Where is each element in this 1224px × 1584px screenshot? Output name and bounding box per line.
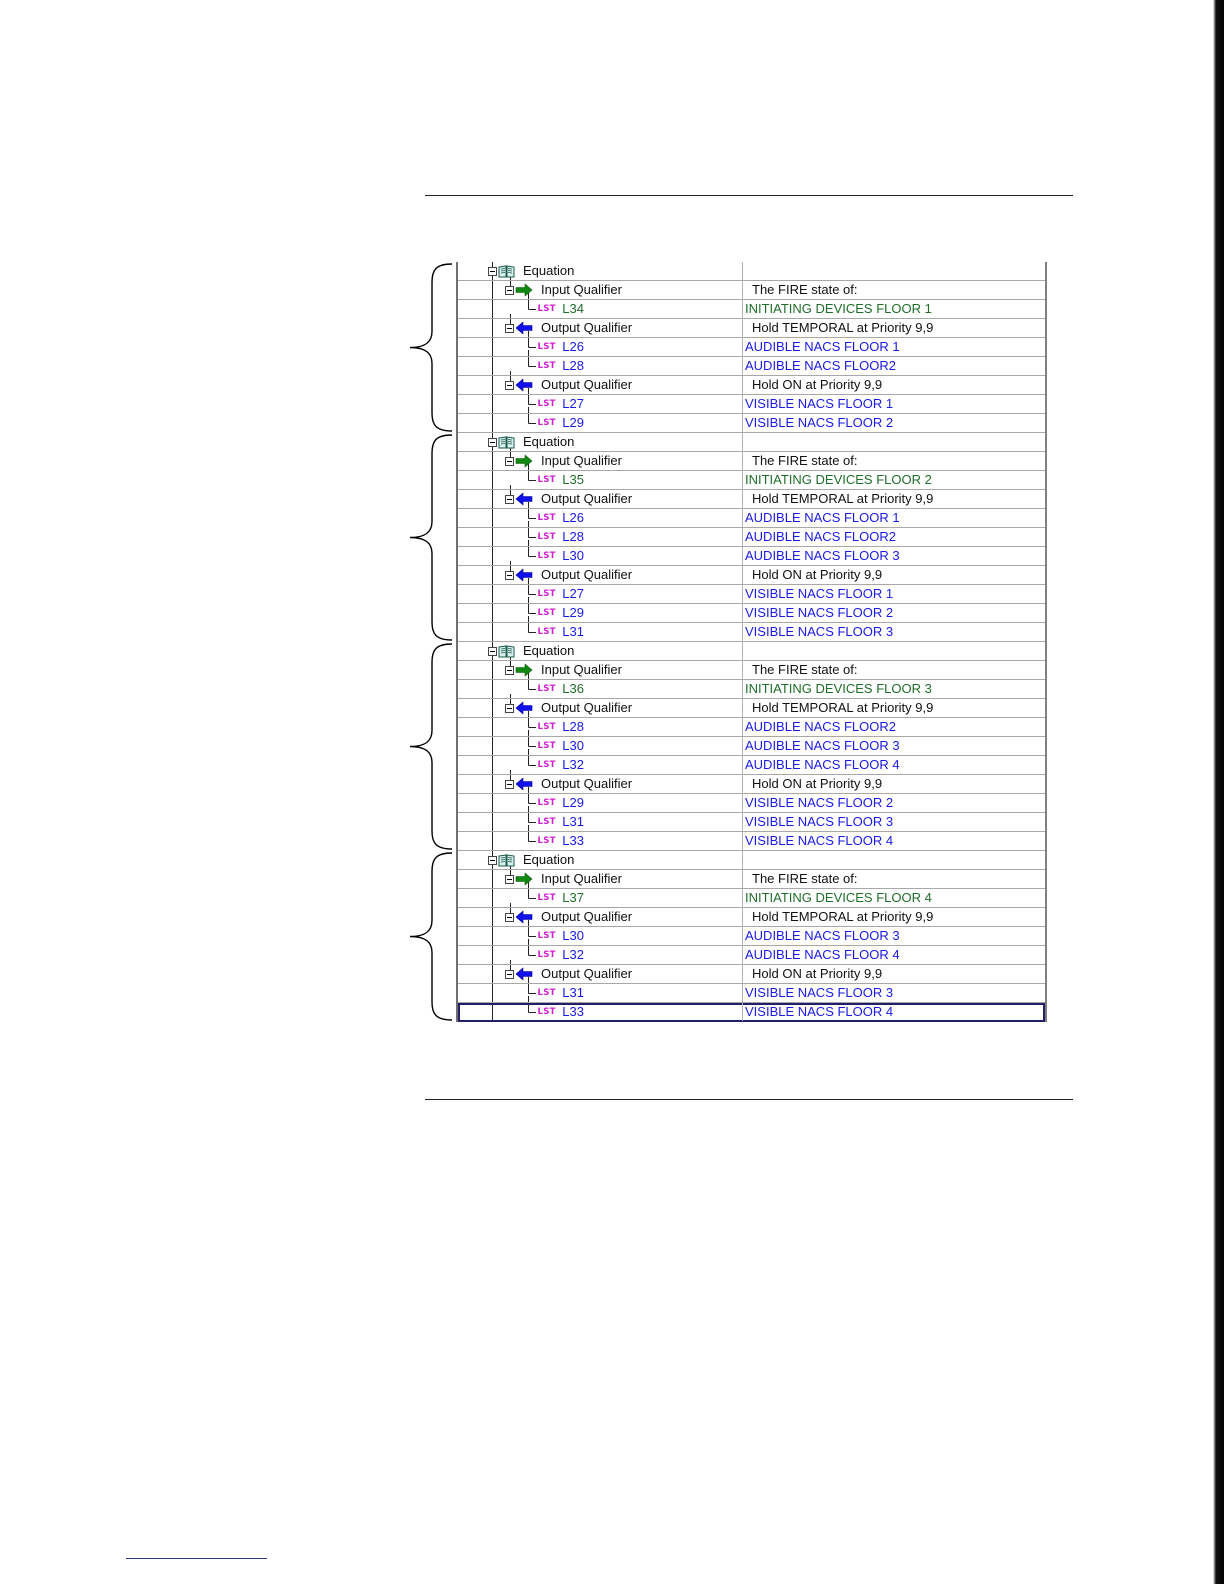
collapse-toggle-icon[interactable]: [505, 571, 514, 580]
lst-icon: LST: [537, 836, 556, 846]
column-divider: [742, 908, 743, 926]
column-divider: [742, 870, 743, 888]
lst-icon: LST: [537, 741, 556, 751]
column-divider: [742, 566, 743, 584]
name-cell: [537, 946, 584, 964]
book-icon: [498, 644, 515, 658]
collapse-toggle-icon[interactable]: [505, 286, 514, 295]
name-cell: [505, 452, 622, 470]
name-cell: [505, 281, 622, 299]
tree-row-input-qualifier[interactable]: [458, 661, 1045, 680]
blue-left-arrow-icon: [515, 492, 533, 506]
description-cell: AUDIBLE NACS FLOOR 1: [745, 339, 900, 354]
description-cell: AUDIBLE NACS FLOOR 1: [745, 510, 900, 525]
lst-icon: LST: [537, 893, 556, 903]
name-cell: [505, 376, 632, 394]
green-right-arrow-icon: [515, 663, 533, 677]
lst-icon: LST: [537, 399, 556, 409]
description-cell: AUDIBLE NACS FLOOR2: [745, 529, 896, 544]
name-cell: [537, 357, 584, 375]
column-divider: [742, 528, 743, 546]
tree-row-equation[interactable]: [458, 642, 1045, 661]
tree-row-list-item[interactable]: [458, 794, 1045, 813]
description-cell: AUDIBLE NACS FLOOR2: [745, 719, 896, 734]
item-label: Output Qualifier: [541, 567, 633, 582]
lst-icon: LST: [537, 608, 556, 618]
description-cell: The FIRE state of:: [752, 282, 858, 297]
lst-icon: LST: [537, 475, 556, 485]
item-label: L31: [562, 985, 584, 1000]
description-cell: VISIBLE NACS FLOOR 2: [745, 795, 894, 810]
column-divider: [742, 338, 743, 356]
lst-icon: LST: [537, 760, 556, 770]
item-label: Equation: [523, 852, 575, 867]
column-divider: [742, 794, 743, 812]
description-cell: VISIBLE NACS FLOOR 4: [745, 833, 894, 848]
lst-icon: LST: [537, 418, 556, 428]
column-divider: [742, 813, 743, 831]
name-cell: [537, 718, 584, 736]
item-label: L28: [562, 529, 584, 544]
column-divider: [742, 756, 743, 774]
column-divider: [742, 490, 743, 508]
description-cell: Hold TEMPORAL at Priority 9,9: [752, 700, 934, 715]
tree-row-input-qualifier[interactable]: [458, 870, 1045, 889]
tree-row-list-item[interactable]: [458, 300, 1045, 319]
name-cell: [488, 433, 574, 451]
lst-icon: LST: [537, 627, 556, 637]
tree-row-input-qualifier[interactable]: [458, 281, 1045, 300]
item-label: L31: [562, 624, 584, 639]
equation-brace: [410, 264, 452, 431]
column-divider: [742, 433, 743, 451]
item-label: Output Qualifier: [541, 377, 633, 392]
description-cell: Hold ON at Priority 9,9: [752, 966, 883, 981]
description-cell: Hold ON at Priority 9,9: [752, 567, 883, 582]
tree-row-list-item[interactable]: [458, 756, 1045, 775]
tree-row-list-item[interactable]: [458, 946, 1045, 965]
column-divider: [742, 699, 743, 717]
name-cell: [505, 775, 632, 793]
tree-row-output-qualifier[interactable]: [458, 566, 1045, 585]
column-divider: [742, 585, 743, 603]
item-label: L36: [562, 681, 584, 696]
name-cell: [505, 699, 632, 717]
lst-icon: LST: [537, 722, 556, 732]
item-label: L34: [562, 301, 584, 316]
column-divider: [742, 547, 743, 565]
column-divider: [742, 623, 743, 641]
tree-row-list-item[interactable]: [458, 604, 1045, 623]
description-cell: The FIRE state of:: [752, 871, 858, 886]
collapse-toggle-icon[interactable]: [488, 267, 497, 276]
lst-icon: LST: [537, 361, 556, 371]
column-divider: [742, 984, 743, 1002]
green-right-arrow-icon: [515, 454, 533, 468]
name-cell: [505, 566, 632, 584]
item-label: L30: [562, 738, 584, 753]
item-label: Input Qualifier: [541, 662, 622, 677]
item-label: L28: [562, 719, 584, 734]
name-cell: [505, 908, 632, 926]
tree-row-output-qualifier[interactable]: [458, 965, 1045, 984]
name-cell: [537, 927, 584, 945]
tree-row-list-item[interactable]: [458, 547, 1045, 566]
collapse-toggle-icon[interactable]: [505, 457, 514, 466]
lst-icon: LST: [537, 532, 556, 542]
column-divider: [742, 1003, 743, 1021]
description-cell: AUDIBLE NACS FLOOR2: [745, 358, 896, 373]
column-divider: [742, 414, 743, 432]
column-divider: [742, 395, 743, 413]
column-divider: [742, 642, 743, 660]
column-divider: [742, 927, 743, 945]
lst-icon: LST: [537, 1007, 556, 1017]
item-label: L31: [562, 814, 584, 829]
column-divider: [742, 509, 743, 527]
item-label: Output Qualifier: [541, 491, 633, 506]
green-right-arrow-icon: [515, 872, 533, 886]
footnote-rule: [126, 1558, 267, 1559]
collapse-toggle-icon[interactable]: [505, 704, 514, 713]
blue-left-arrow-icon: [515, 967, 533, 981]
name-cell: [537, 604, 584, 622]
item-label: L29: [562, 415, 584, 430]
item-label: Output Qualifier: [541, 909, 633, 924]
green-right-arrow-icon: [515, 283, 533, 297]
item-label: Output Qualifier: [541, 966, 633, 981]
bottom-rule: [425, 1099, 1073, 1100]
name-cell: [537, 680, 584, 698]
description-cell: Hold ON at Priority 9,9: [752, 776, 883, 791]
name-cell: [488, 262, 574, 280]
name-cell: [537, 528, 584, 546]
description-cell: VISIBLE NACS FLOOR 3: [745, 624, 894, 639]
lst-icon: LST: [537, 931, 556, 941]
item-label: Equation: [523, 263, 575, 278]
collapse-toggle-icon[interactable]: [505, 666, 514, 675]
tree-row-list-item[interactable]: [458, 414, 1045, 433]
description-cell: VISIBLE NACS FLOOR 4: [745, 1004, 894, 1019]
name-cell: [537, 414, 584, 432]
column-divider: [742, 737, 743, 755]
page-edge-shadow: [1213, 0, 1224, 1584]
name-cell: [537, 756, 584, 774]
description-cell: AUDIBLE NACS FLOOR 3: [745, 738, 900, 753]
column-divider: [742, 775, 743, 793]
tree-row-list-item[interactable]: [458, 832, 1045, 851]
name-cell: [537, 300, 584, 318]
column-divider: [742, 718, 743, 736]
tree-row-output-qualifier[interactable]: [458, 775, 1045, 794]
item-label: L26: [562, 339, 584, 354]
equation-brace: [410, 435, 452, 640]
item-label: L37: [562, 890, 584, 905]
name-cell: [488, 851, 574, 869]
collapse-toggle-icon[interactable]: [505, 970, 514, 979]
blue-left-arrow-icon: [515, 321, 533, 335]
name-cell: [537, 889, 584, 907]
tree-row-list-item[interactable]: [458, 528, 1045, 547]
name-cell: [537, 984, 584, 1002]
lst-icon: LST: [537, 798, 556, 808]
tree-row-list-item[interactable]: [458, 1003, 1045, 1022]
tree-row-list-item[interactable]: [458, 357, 1045, 376]
item-label: L32: [562, 757, 584, 772]
description-cell: INITIATING DEVICES FLOOR 4: [745, 890, 932, 905]
description-cell: Hold TEMPORAL at Priority 9,9: [752, 320, 934, 335]
collapse-toggle-icon[interactable]: [505, 381, 514, 390]
column-divider: [742, 604, 743, 622]
blue-left-arrow-icon: [515, 378, 533, 392]
name-cell: [537, 623, 584, 641]
column-divider: [742, 965, 743, 983]
description-cell: AUDIBLE NACS FLOOR 4: [745, 947, 900, 962]
tree-row-list-item[interactable]: [458, 585, 1045, 604]
name-cell: [537, 1003, 584, 1021]
blue-left-arrow-icon: [515, 701, 533, 715]
item-label: Equation: [523, 643, 575, 658]
book-icon: [498, 435, 515, 449]
item-label: L29: [562, 795, 584, 810]
name-cell: [537, 338, 584, 356]
tree-row-equation[interactable]: [458, 433, 1045, 452]
collapse-toggle-icon[interactable]: [505, 495, 514, 504]
item-label: Input Qualifier: [541, 871, 622, 886]
lst-icon: LST: [537, 551, 556, 561]
name-cell: [505, 661, 622, 679]
item-label: L32: [562, 947, 584, 962]
collapse-toggle-icon[interactable]: [488, 438, 497, 447]
column-divider: [742, 376, 743, 394]
book-icon: [498, 264, 515, 278]
name-cell: [505, 319, 632, 337]
equation-tree-view[interactable]: [456, 262, 1047, 1022]
tree-row-equation[interactable]: [458, 851, 1045, 870]
column-divider: [742, 680, 743, 698]
name-cell: [537, 832, 584, 850]
tree-row-output-qualifier[interactable]: [458, 908, 1045, 927]
tree-row-input-qualifier[interactable]: [458, 452, 1045, 471]
item-label: L33: [562, 833, 584, 848]
lst-icon: LST: [537, 589, 556, 599]
lst-icon: LST: [537, 304, 556, 314]
description-cell: AUDIBLE NACS FLOOR 4: [745, 757, 900, 772]
name-cell: [537, 395, 584, 413]
item-label: Equation: [523, 434, 575, 449]
lst-icon: LST: [537, 817, 556, 827]
name-cell: [537, 471, 584, 489]
description-cell: The FIRE state of:: [752, 662, 858, 677]
item-label: L29: [562, 605, 584, 620]
column-divider: [742, 319, 743, 337]
book-icon: [498, 853, 515, 867]
description-cell: VISIBLE NACS FLOOR 1: [745, 586, 894, 601]
description-cell: Hold TEMPORAL at Priority 9,9: [752, 491, 934, 506]
column-divider: [742, 452, 743, 470]
lst-icon: LST: [537, 342, 556, 352]
collapse-toggle-icon[interactable]: [505, 780, 514, 789]
description-cell: AUDIBLE NACS FLOOR 3: [745, 928, 900, 943]
lst-icon: LST: [537, 950, 556, 960]
name-cell: [537, 813, 584, 831]
item-label: Output Qualifier: [541, 700, 633, 715]
tree-row-list-item[interactable]: [458, 623, 1045, 642]
item-label: L30: [562, 548, 584, 563]
tree-row-output-qualifier[interactable]: [458, 376, 1045, 395]
name-cell: [537, 794, 584, 812]
collapse-toggle-icon[interactable]: [505, 324, 514, 333]
equation-brace: [410, 644, 452, 849]
tree-row-list-item[interactable]: [458, 984, 1045, 1003]
item-label: L35: [562, 472, 584, 487]
collapse-toggle-icon[interactable]: [488, 856, 497, 865]
lst-icon: LST: [537, 513, 556, 523]
blue-left-arrow-icon: [515, 777, 533, 791]
description-cell: VISIBLE NACS FLOOR 2: [745, 415, 894, 430]
column-divider: [742, 471, 743, 489]
name-cell: [505, 965, 632, 983]
item-label: L26: [562, 510, 584, 525]
description-cell: VISIBLE NACS FLOOR 3: [745, 814, 894, 829]
item-label: Input Qualifier: [541, 282, 622, 297]
tree-row-list-item[interactable]: [458, 509, 1045, 528]
tree-row-list-item[interactable]: [458, 813, 1045, 832]
column-divider: [742, 281, 743, 299]
tree-row-list-item[interactable]: [458, 395, 1045, 414]
description-cell: VISIBLE NACS FLOOR 2: [745, 605, 894, 620]
collapse-toggle-icon[interactable]: [505, 875, 514, 884]
tree-row-list-item[interactable]: [458, 737, 1045, 756]
column-divider: [742, 357, 743, 375]
description-cell: Hold ON at Priority 9,9: [752, 377, 883, 392]
description-cell: INITIATING DEVICES FLOOR 2: [745, 472, 932, 487]
description-cell: INITIATING DEVICES FLOOR 1: [745, 301, 932, 316]
tree-row-list-item[interactable]: [458, 680, 1045, 699]
collapse-toggle-icon[interactable]: [488, 647, 497, 656]
column-divider: [742, 832, 743, 850]
column-divider: [742, 889, 743, 907]
item-label: L28: [562, 358, 584, 373]
tree-row-output-qualifier[interactable]: [458, 319, 1045, 338]
column-divider: [742, 851, 743, 869]
column-divider: [742, 262, 743, 280]
description-cell: Hold TEMPORAL at Priority 9,9: [752, 909, 934, 924]
name-cell: [537, 509, 584, 527]
item-label: L27: [562, 396, 584, 411]
equation-braces: [408, 262, 452, 1030]
blue-left-arrow-icon: [515, 910, 533, 924]
description-cell: AUDIBLE NACS FLOOR 3: [745, 548, 900, 563]
collapse-toggle-icon[interactable]: [505, 913, 514, 922]
item-label: L33: [562, 1004, 584, 1019]
top-rule: [425, 195, 1073, 196]
name-cell: [505, 870, 622, 888]
column-divider: [742, 661, 743, 679]
name-cell: [537, 737, 584, 755]
blue-left-arrow-icon: [515, 568, 533, 582]
item-label: Output Qualifier: [541, 776, 633, 791]
description-cell: VISIBLE NACS FLOOR 1: [745, 396, 894, 411]
tree-row-output-qualifier[interactable]: [458, 699, 1045, 718]
name-cell: [505, 490, 632, 508]
tree-row-output-qualifier[interactable]: [458, 490, 1045, 509]
name-cell: [537, 585, 584, 603]
item-label: Output Qualifier: [541, 320, 633, 335]
tree-row-list-item[interactable]: [458, 718, 1045, 737]
tree-row-equation[interactable]: [458, 262, 1045, 281]
item-label: L30: [562, 928, 584, 943]
equation-brace: [410, 853, 452, 1020]
name-cell: [488, 642, 574, 660]
description-cell: INITIATING DEVICES FLOOR 3: [745, 681, 932, 696]
tree-row-list-item[interactable]: [458, 889, 1045, 908]
lst-icon: LST: [537, 684, 556, 694]
description-cell: VISIBLE NACS FLOOR 3: [745, 985, 894, 1000]
item-label: Input Qualifier: [541, 453, 622, 468]
item-label: L27: [562, 586, 584, 601]
lst-icon: LST: [537, 988, 556, 998]
column-divider: [742, 300, 743, 318]
description-cell: The FIRE state of:: [752, 453, 858, 468]
tree-row-list-item[interactable]: [458, 471, 1045, 490]
tree-row-list-item[interactable]: [458, 927, 1045, 946]
name-cell: [537, 547, 584, 565]
column-divider: [742, 946, 743, 964]
tree-row-list-item[interactable]: [458, 338, 1045, 357]
